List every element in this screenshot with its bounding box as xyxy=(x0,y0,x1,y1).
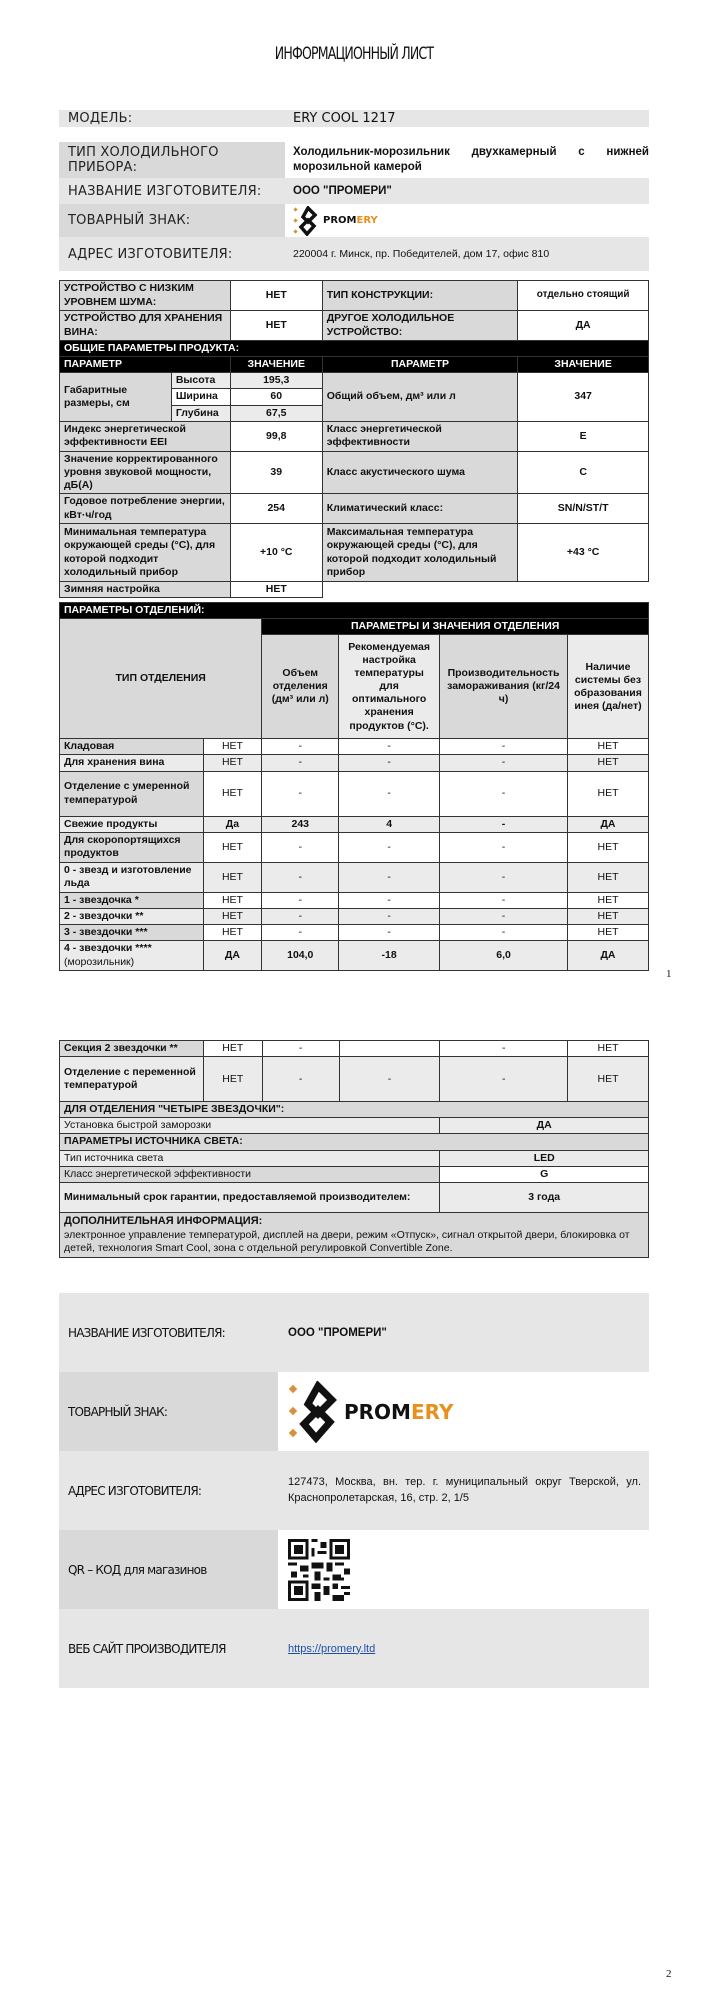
light-class-row xyxy=(60,1166,649,1182)
logo-wordmark xyxy=(323,215,378,226)
compartment-temp xyxy=(339,892,440,908)
quick-freeze-row xyxy=(60,1118,649,1134)
compartment-present-text: НЕТ xyxy=(221,756,243,769)
eei-label: Индекс энергетической эффективности EEI xyxy=(60,421,231,451)
compartment-present xyxy=(203,908,262,924)
light-section-row xyxy=(60,1134,649,1150)
compartment-volume xyxy=(262,832,339,862)
compartment-volume-text: - xyxy=(298,925,302,938)
footer-address-value: 127473, Москва, вн. тер. г. муниципальный округ Тверской, ул. Краснопролетарская, 16, стр. 2, 1/5 xyxy=(288,1475,641,1504)
logo-word-dark: PROM xyxy=(323,215,357,226)
general-section-title: ОБЩИЕ ПАРАМЕТРЫ ПРОДУКТА: xyxy=(60,341,649,357)
page-number-1: 1 xyxy=(666,968,672,980)
dims-label: Габаритные размеры, см xyxy=(60,373,172,421)
quick-freeze-value: ДА xyxy=(440,1118,649,1134)
qr-code-icon xyxy=(288,1537,350,1603)
min-temp-value: +10 °C xyxy=(230,524,322,582)
compartment-present xyxy=(203,862,262,892)
compartment-temp-text: - xyxy=(387,740,391,753)
compartment-frost xyxy=(568,755,649,771)
footer-logo-mark-icon xyxy=(288,1381,340,1443)
compartment-freeze xyxy=(440,941,568,971)
col-value-2: ЗНАЧЕНИЕ xyxy=(518,357,649,373)
model-value: ERY COOL 1217 xyxy=(285,110,649,127)
depth-label: Глубина xyxy=(171,405,230,421)
compartment-temp-text: - xyxy=(387,870,391,883)
compartment-freeze xyxy=(440,908,568,924)
compartment-temp xyxy=(339,755,440,771)
compartment-present-text: ДА xyxy=(224,948,240,961)
compartment-temp-text: - xyxy=(387,786,391,799)
light-section-title: ПАРАМЕТРЫ ИСТОЧНИКА СВЕТА: xyxy=(60,1134,649,1150)
compartment-row xyxy=(60,941,649,971)
compartment-frost xyxy=(568,1057,649,1102)
compartment-name-text: 4 - звездочки **** xyxy=(64,942,152,955)
compartment-frost xyxy=(568,832,649,862)
general-section-row xyxy=(60,341,649,357)
address-value: 220004 г. Минск, пр. Победителей, дом 17, офис 810 xyxy=(285,237,649,271)
compartment-name-sub: (морозильник) xyxy=(64,955,135,968)
volume-value: 347 xyxy=(518,373,649,421)
footer-site-row xyxy=(59,1609,649,1688)
footer-qr-label: QR – КОД для магазинов xyxy=(59,1530,278,1609)
compartment-name xyxy=(60,941,204,971)
compartment-name xyxy=(60,892,204,908)
low-noise-value: НЕТ xyxy=(230,281,322,311)
compartment-row xyxy=(60,739,649,755)
footer-address-label: АДРЕС ИЗГОТОВИТЕЛЯ: xyxy=(68,1483,202,1498)
compartment-volume-text: - xyxy=(298,786,302,799)
compartment-row xyxy=(60,1041,649,1057)
wine-label: УСТРОЙСТВО ДЛЯ ХРАНЕНИЯ ВИНА: xyxy=(60,311,231,341)
col-temp: Рекомендуемая настройка температуры для оптимального хранения продуктов (°C). xyxy=(339,635,440,739)
compartment-name-text: Для скоропортящихся продуктов xyxy=(64,834,181,860)
four-star-section-row xyxy=(60,1102,649,1118)
extra-info-row xyxy=(60,1212,649,1257)
compartment-frost xyxy=(568,739,649,755)
volume-label-text: Общий объем, дм³ или л xyxy=(326,390,456,403)
col-value-1: ЗНАЧЕНИЕ xyxy=(230,357,322,373)
compartment-volume-text: - xyxy=(298,870,302,883)
compartment-freeze xyxy=(440,1057,568,1102)
four-star-section-title: ДЛЯ ОТДЕЛЕНИЯ "ЧЕТЫРЕ ЗВЕЗДОЧКИ": xyxy=(60,1102,649,1118)
compartment-freeze xyxy=(440,1041,568,1057)
compartment-frost-text: НЕТ xyxy=(597,925,619,938)
warranty-row xyxy=(60,1182,649,1212)
footer-logo-word-dark: PROM xyxy=(344,1399,411,1424)
compartment-volume-text: - xyxy=(298,909,302,922)
construction-label: ТИП КОНСТРУКЦИИ: xyxy=(322,281,518,311)
compartment-row xyxy=(60,832,649,862)
compartment-temp xyxy=(339,862,440,892)
trademark-value xyxy=(285,204,649,237)
compartment-present xyxy=(203,924,262,940)
compartment-name-text: Отделение с умеренной температурой xyxy=(64,780,190,806)
compartment-temp xyxy=(339,924,440,940)
compartment-present-text: НЕТ xyxy=(221,740,243,753)
min-temp-label: Минимальная температура окружающей среды (°C), для которой подходит холодильный прибор xyxy=(60,524,231,582)
compartment-frost-text: НЕТ xyxy=(597,740,619,753)
compartment-temp-text: - xyxy=(387,1072,392,1085)
compartment-freeze-text: - xyxy=(501,1072,506,1085)
trademark-label: ТОВАРНЫЙ ЗНАК: xyxy=(59,204,285,237)
extra-info-title: ДОПОЛНИТЕЛЬНАЯ ИНФОРМАЦИЯ: xyxy=(64,1214,263,1227)
compartment-frost xyxy=(568,924,649,940)
compartment-frost xyxy=(568,816,649,832)
height-label: Высота xyxy=(171,373,230,389)
compartment-freeze-text: - xyxy=(501,740,506,753)
winter-label: Зимняя настройка xyxy=(60,582,231,598)
footer-qr-row xyxy=(59,1530,649,1609)
energy-class-label: Класс энергетической эффективности xyxy=(322,421,518,451)
compartment-name-text: Отделение с переменной температурой xyxy=(64,1066,196,1092)
compartment-freeze-text: - xyxy=(501,925,506,938)
annual-row xyxy=(60,494,649,524)
compartment-freeze-text: - xyxy=(501,840,506,853)
compartment-frost-text: НЕТ xyxy=(597,756,619,769)
compartment-present xyxy=(203,1057,262,1102)
wine-value: НЕТ xyxy=(230,311,322,341)
wine-row xyxy=(60,311,649,341)
compartment-frost xyxy=(568,908,649,924)
footer-maker-value: ООО "ПРОМЕРИ" xyxy=(288,1326,387,1339)
compartment-temp-text: - xyxy=(387,909,391,922)
compartment-frost-text: НЕТ xyxy=(597,1072,619,1085)
extra-info-cell xyxy=(60,1212,649,1257)
col-param-2: ПАРАМЕТР xyxy=(322,357,518,373)
temp-range-row xyxy=(60,524,649,582)
compartment-temp-text: - xyxy=(387,840,391,853)
compartment-frost-text: НЕТ xyxy=(597,893,619,906)
compartment-volume-text: - xyxy=(298,840,302,853)
appliance-type-label: ТИП ХОЛОДИЛЬНОГО ПРИБОРА: xyxy=(59,142,285,178)
footer-site-label: ВЕБ САЙТ ПРОИЗВОДИТЕЛЯ xyxy=(68,1641,226,1656)
compartment-name xyxy=(60,739,204,755)
compartment-volume-text: - xyxy=(298,1042,303,1054)
compartment-volume-text: - xyxy=(298,1072,303,1085)
website-link[interactable]: https://promery.ltd xyxy=(288,1642,376,1655)
compartment-frost-text: ДА xyxy=(600,817,616,830)
document-title: ИНФОРМАЦИОННЫЙ ЛИСТ xyxy=(274,44,434,64)
compartment-volume xyxy=(262,755,339,771)
compartment-freeze xyxy=(440,755,568,771)
compartment-volume-text: 243 xyxy=(291,817,310,830)
footer-qr-value xyxy=(278,1530,649,1609)
compartment-volume xyxy=(262,1057,339,1102)
volume-label xyxy=(322,373,518,421)
compartment-row xyxy=(60,892,649,908)
general-params-table xyxy=(59,280,649,598)
eei-value: 99,8 xyxy=(230,421,322,451)
compartment-present-text: НЕТ xyxy=(221,925,243,938)
compartment-volume xyxy=(262,862,339,892)
compartment-name xyxy=(60,862,204,892)
compartment-present xyxy=(203,832,262,862)
winter-row xyxy=(60,582,649,598)
col-param-1: ПАРАМЕТР xyxy=(60,357,231,373)
depth-value: 67,5 xyxy=(230,405,322,421)
compartment-volume xyxy=(262,908,339,924)
compartment-present-text: НЕТ xyxy=(221,870,243,883)
page-number-2: 2 xyxy=(666,1968,672,1980)
compartment-freeze xyxy=(440,892,568,908)
width-value: 60 xyxy=(230,389,322,405)
model-row xyxy=(59,110,649,127)
compartment-present xyxy=(203,771,262,816)
eei-row xyxy=(60,421,649,451)
other-device-value: ДА xyxy=(518,311,649,341)
compartment-frost xyxy=(568,862,649,892)
footer-maker-label: НАЗВАНИЕ ИЗГОТОВИТЕЛЯ: xyxy=(68,1325,225,1340)
compartment-frost xyxy=(568,941,649,971)
trademark-row xyxy=(59,204,649,237)
compartment-present-text: НЕТ xyxy=(222,1042,244,1054)
compartment-row xyxy=(60,862,649,892)
col-frost: Наличие системы без образования инея (да/нет) xyxy=(568,635,649,739)
compartments-table-continued xyxy=(59,1040,649,1258)
col-volume: Объем отделения (дм³ или л) xyxy=(262,635,339,739)
footer-trademark-value xyxy=(278,1372,649,1451)
compartment-name xyxy=(60,1057,204,1102)
compartment-frost-text: ДА xyxy=(600,948,616,961)
height-value: 195,3 xyxy=(230,373,322,389)
appliance-type-row xyxy=(59,142,649,178)
compartment-row xyxy=(60,924,649,940)
winter-value: НЕТ xyxy=(230,582,322,598)
maker-row xyxy=(59,178,649,204)
compartment-frost xyxy=(568,892,649,908)
compartment-freeze xyxy=(440,924,568,940)
compartment-temp xyxy=(339,816,440,832)
footer-promery-logo xyxy=(288,1381,453,1443)
extra-info-text: электронное управление температурой, дисплей на двери, режим «Отпуск», сигнал открытой двери, блокировка от детей, технология Smart Cool, зона с отдельной регулировкой Convertible Zone. xyxy=(64,1228,630,1254)
compartment-freeze xyxy=(440,816,568,832)
construction-value: отдельно стоящий xyxy=(518,281,649,311)
climate-label: Климатический класс: xyxy=(322,494,518,524)
compartment-name-text: Свежие продукты xyxy=(64,817,158,830)
empty-cell xyxy=(322,582,648,598)
col-freeze: Производительность замораживания (кг/24 ч) xyxy=(440,635,568,739)
compartments-group-row xyxy=(60,619,649,635)
compartments-section-title: ПАРАМЕТРЫ ОТДЕЛЕНИЙ: xyxy=(60,603,649,619)
compartment-frost xyxy=(568,771,649,816)
footer-logo-wordmark xyxy=(344,1400,453,1424)
address-label: АДРЕС ИЗГОТОВИТЕЛЯ: xyxy=(59,237,285,271)
compartment-name-text: Для хранения вина xyxy=(64,756,165,769)
light-class-value: G xyxy=(440,1166,649,1182)
footer-logo-word-accent: ERY xyxy=(410,1399,454,1424)
light-type-label: Тип источника света xyxy=(60,1150,440,1166)
compartments-section-row xyxy=(60,603,649,619)
compartment-temp xyxy=(339,739,440,755)
general-header-row xyxy=(60,357,649,373)
promery-logo xyxy=(293,206,378,236)
compartment-name xyxy=(60,816,204,832)
compartment-temp xyxy=(339,941,440,971)
compartment-present-text: НЕТ xyxy=(222,1072,244,1085)
compartment-freeze xyxy=(440,739,568,755)
climate-value: SN/N/ST/T xyxy=(518,494,649,524)
energy-class-value: E xyxy=(518,421,649,451)
compartment-name xyxy=(60,832,204,862)
compartment-present xyxy=(203,739,262,755)
compartment-name-text: 3 - звездочки *** xyxy=(64,925,148,938)
compartment-volume xyxy=(262,924,339,940)
compartment-row xyxy=(60,1057,649,1102)
compartment-volume xyxy=(262,771,339,816)
quick-freeze-label: Установка быстрой заморозки xyxy=(60,1118,440,1134)
compartment-name-text: 1 - звездочка * xyxy=(64,893,139,906)
compartment-temp-text: - xyxy=(387,756,391,769)
compartment-temp-text: - xyxy=(387,893,391,906)
compartment-name xyxy=(60,924,204,940)
compartment-freeze xyxy=(440,832,568,862)
footer-maker-row xyxy=(59,1293,649,1372)
maker-value: ООО "ПРОМЕРИ" xyxy=(285,178,649,204)
compartment-present-text: НЕТ xyxy=(221,786,243,799)
compartment-volume xyxy=(262,739,339,755)
compartments-body-continued xyxy=(60,1041,649,1102)
annual-value: 254 xyxy=(230,494,322,524)
compartment-name-text: 0 - звезд и изготовление льда xyxy=(64,864,192,890)
compartment-present xyxy=(203,816,262,832)
compartment-freeze-text: - xyxy=(501,1042,506,1054)
compartment-row xyxy=(60,908,649,924)
compartment-temp xyxy=(339,771,440,816)
footer-trademark-row xyxy=(59,1372,649,1451)
noise-value: 39 xyxy=(230,451,322,493)
footer-trademark-label: ТОВАРНЫЙ ЗНАК: xyxy=(59,1372,278,1451)
address-row xyxy=(59,237,649,271)
warranty-label: Минимальный срок гарантии, предоставляемой производителем: xyxy=(60,1182,440,1212)
width-label: Ширина xyxy=(171,389,230,405)
annual-label: Годовое потребление энергии, кВт·ч/год xyxy=(60,494,231,524)
compartment-volume-text: - xyxy=(298,756,302,769)
compartments-table xyxy=(59,602,649,971)
light-class-label: Класс энергетической эффективности xyxy=(60,1166,440,1182)
maker-label: НАЗВАНИЕ ИЗГОТОВИТЕЛЯ: xyxy=(59,178,285,204)
compartment-temp xyxy=(339,832,440,862)
footer-address-row xyxy=(59,1451,649,1530)
compartment-volume-text: 104,0 xyxy=(287,948,314,961)
compartment-present xyxy=(203,941,262,971)
compartment-name-text: 2 - звездочки ** xyxy=(64,909,144,922)
compartment-frost-text: НЕТ xyxy=(597,909,619,922)
compartment-present xyxy=(203,892,262,908)
compartment-present-text: Да xyxy=(225,817,240,830)
compartment-temp xyxy=(339,908,440,924)
compartment-row xyxy=(60,771,649,816)
footer-site-value xyxy=(278,1609,649,1688)
compartment-name-text: Секция 2 звездочки ** xyxy=(64,1042,178,1054)
compartment-temp xyxy=(339,1041,440,1057)
compartment-name xyxy=(60,755,204,771)
compartment-volume xyxy=(262,816,339,832)
low-noise-row xyxy=(60,281,649,311)
compartment-present-text: НЕТ xyxy=(221,893,243,906)
compartment-volume-text: - xyxy=(298,740,302,753)
compartment-volume-text: - xyxy=(298,893,302,906)
compartment-name xyxy=(60,771,204,816)
noise-row xyxy=(60,451,649,493)
other-device-label: ДРУГОЕ ХОЛОДИЛЬНОЕ УСТРОЙСТВО: xyxy=(322,311,518,341)
compartment-present xyxy=(203,755,262,771)
group-header: ПАРАМЕТРЫ И ЗНАЧЕНИЯ ОТДЕЛЕНИЯ xyxy=(262,619,649,635)
compartment-freeze-text: - xyxy=(501,909,506,922)
compartment-row xyxy=(60,816,649,832)
compartment-freeze-text: 6,0 xyxy=(496,948,511,961)
compartment-name xyxy=(60,1041,204,1057)
compartment-frost-text: НЕТ xyxy=(597,786,619,799)
appliance-type-value: Холодильник-морозильник двухкамерный с нижней морозильной камерой xyxy=(285,142,649,178)
compartment-volume xyxy=(262,1041,339,1057)
low-noise-label: УСТРОЙСТВО С НИЗКИМ УРОВНЕМ ШУМА: xyxy=(60,281,231,311)
compartments-body xyxy=(60,739,649,971)
compartment-present xyxy=(203,1041,262,1057)
max-temp-value: +43 °C xyxy=(518,524,649,582)
compartment-frost-text: НЕТ xyxy=(597,1042,619,1054)
compartment-name-text: Кладовая xyxy=(64,740,115,753)
compartment-temp-text: - xyxy=(387,925,391,938)
light-type-value: LED xyxy=(440,1150,649,1166)
compartment-volume xyxy=(262,941,339,971)
compartment-frost-text: НЕТ xyxy=(597,840,619,853)
compartment-present-text: НЕТ xyxy=(221,840,243,853)
max-temp-label: Максимальная температура окружающей среды (°C), для которой подходит холодильный прибор xyxy=(322,524,518,582)
compartment-volume xyxy=(262,892,339,908)
compartment-freeze xyxy=(440,771,568,816)
compartment-freeze xyxy=(440,862,568,892)
compartment-temp-text: 4 xyxy=(386,817,393,830)
noise-label: Значение корректированного уровня звуковой мощности, дБ(А) xyxy=(60,451,231,493)
compartment-present-text: НЕТ xyxy=(221,909,243,922)
compartment-frost-text: НЕТ xyxy=(597,870,619,883)
compartment-freeze-text: - xyxy=(501,817,506,830)
compartment-temp xyxy=(339,1057,440,1102)
logo-mark-icon xyxy=(293,206,319,236)
compartment-frost xyxy=(568,1041,649,1057)
height-row xyxy=(60,373,649,389)
compartment-name xyxy=(60,908,204,924)
compartment-temp-text: -18 xyxy=(381,948,397,961)
compartment-freeze-text: - xyxy=(501,786,506,799)
model-label: МОДЕЛЬ: xyxy=(59,110,285,127)
noise-class-label: Класс акустического шума xyxy=(322,451,518,493)
warranty-value: 3 года xyxy=(440,1182,649,1212)
light-type-row xyxy=(60,1150,649,1166)
logo-word-accent: ERY xyxy=(356,215,378,226)
noise-class-value: C xyxy=(518,451,649,493)
compartment-row xyxy=(60,755,649,771)
compartment-freeze-text: - xyxy=(501,756,506,769)
compartment-freeze-text: - xyxy=(501,893,506,906)
compartment-freeze-text: - xyxy=(501,870,506,883)
type-header: ТИП ОТДЕЛЕНИЯ xyxy=(60,619,262,739)
